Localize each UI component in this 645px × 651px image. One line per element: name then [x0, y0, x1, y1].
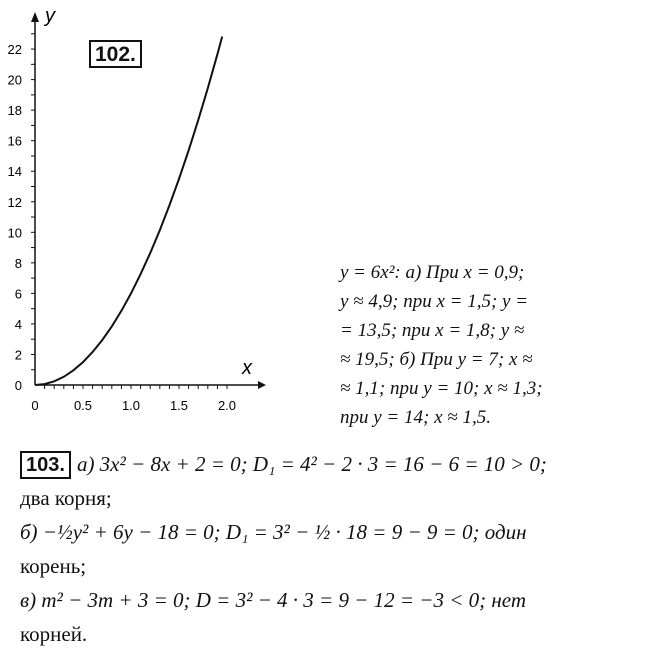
solution-line: корней.	[20, 622, 88, 646]
y-tick-label: 14	[7, 164, 22, 180]
y-tick-label: 16	[7, 133, 22, 149]
parabola-graph	[0, 0, 330, 420]
solution-line: корень;	[20, 554, 87, 578]
y-axis-arrow	[31, 12, 39, 22]
problem-103-line-a	[20, 447, 635, 481]
y-tick-label: 12	[7, 194, 22, 210]
solution-line: в) m² − 3m + 3 = 0; D = 3² − 4 · 3 = 9 − 12 = −3 < 0; нет	[20, 588, 527, 612]
problem-102-solution	[340, 258, 636, 432]
solution-line: y ≈ 4,9; при x = 1,5; y =	[340, 291, 529, 312]
x-tick-label: 0.5	[73, 398, 93, 413]
solution-line: y = 6x²: а) При x = 0,9;	[340, 262, 525, 283]
solution-line: ≈ 1,1; при y = 10; x ≈ 1,3;	[340, 378, 543, 399]
x-tick-label: 1.0	[121, 398, 141, 413]
y-tick-label: 10	[7, 225, 22, 241]
solution-line: б) −½y² + 6y − 18 = 0; D₁ = 3² − ½ · 18 = 9 − 9 = 0; один	[20, 520, 527, 544]
y-tick-label: 6	[14, 286, 22, 302]
solution-line: = 13,5; при x = 1,8; y ≈	[340, 320, 525, 341]
problem-103-number: 103.	[20, 451, 71, 479]
x-tick-label: 0	[31, 398, 39, 413]
graph-axes	[31, 5, 266, 389]
x-tick-label: 1.5	[169, 398, 189, 413]
y-tick-label: 18	[7, 103, 22, 119]
x-axis-arrow	[258, 381, 266, 389]
y-tick-label: 22	[7, 42, 22, 58]
problem-103	[20, 447, 635, 651]
solution-line: ≈ 19,5; б) При y = 7; x ≈	[340, 349, 533, 370]
y-axis-label: y	[45, 5, 55, 27]
problem-102-number: 102.	[89, 40, 142, 68]
y-tick-label: 0	[14, 378, 22, 393]
y-tick-label: 2	[14, 347, 22, 363]
solution-line: а) 3x² − 8x + 2 = 0; D₁ = 4² − 2 · 3 = 16 − 6 = 10 > 0;	[76, 452, 547, 476]
y-tick-label: 8	[14, 255, 22, 271]
graph-ticks	[8, 34, 237, 413]
solution-line: два корня;	[20, 486, 112, 510]
solution-line: при y = 14; x ≈ 1,5.	[340, 407, 491, 428]
x-tick-label: 2.0	[217, 398, 237, 413]
x-axis-label: x	[242, 357, 252, 379]
y-tick-label: 20	[7, 72, 22, 88]
parabola-curve	[35, 37, 222, 386]
y-tick-label: 4	[14, 316, 22, 332]
